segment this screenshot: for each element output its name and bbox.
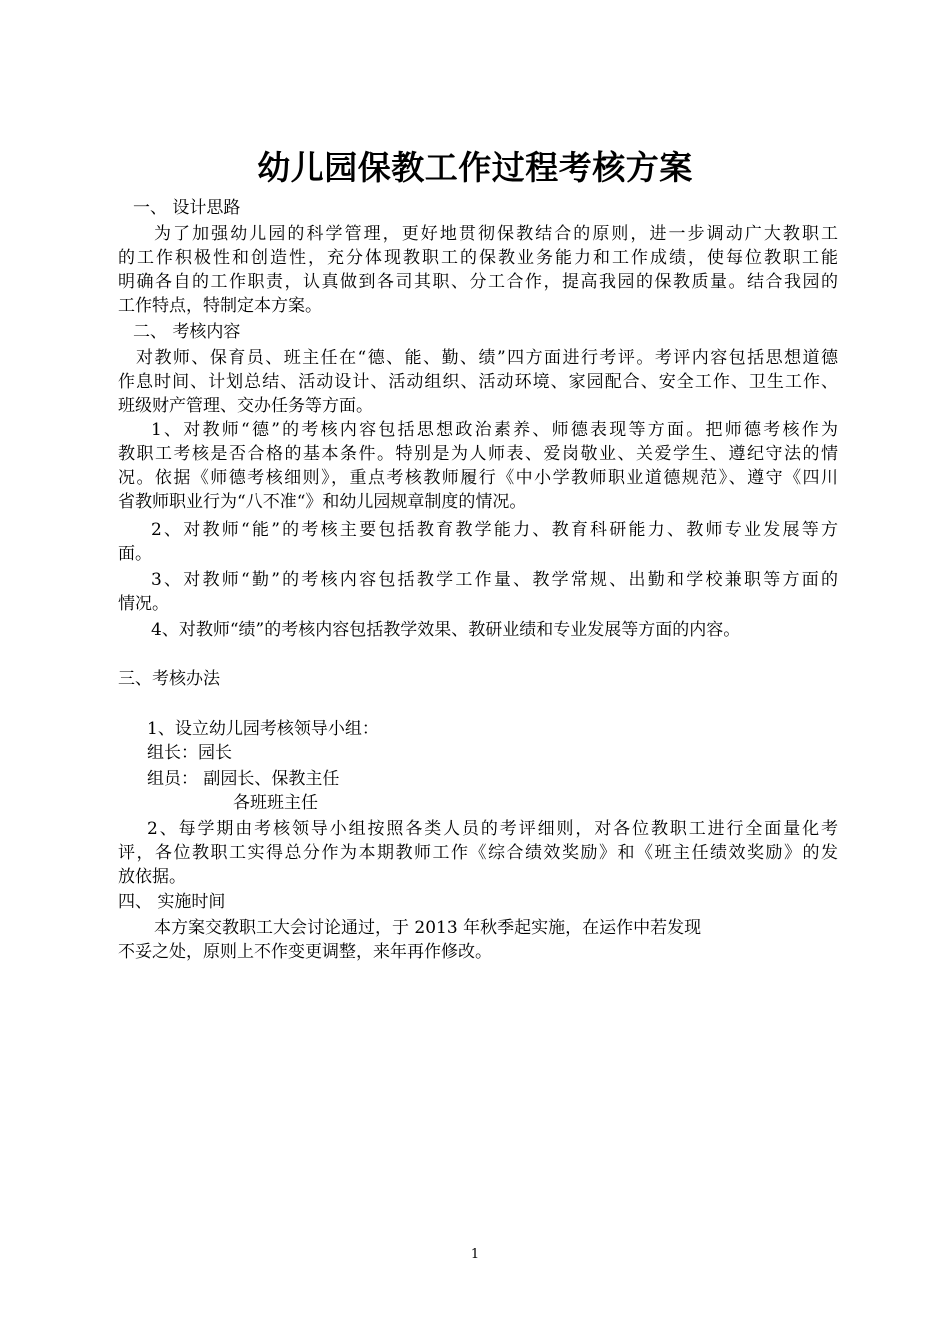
list-item-line: 2、每学期由考核领导小组按照各类人员的考评细则，对各位教职工进行全面量化考 [147, 819, 838, 839]
paragraph-line: 的工作积极性和创造性，充分体现教职工的保教业务能力和工作成绩，使每位教职工能 [118, 248, 838, 268]
list-item-line: 情况。 [118, 594, 169, 614]
list-item-line: 放依据。 [118, 867, 186, 887]
paragraph-line: 班级财产管理、交办任务等方面。 [118, 396, 373, 416]
list-item-line: 1、设立幼儿园考核领导小组： [147, 719, 379, 739]
paragraph-line: 不妥之处，原则上不作变更调整，来年再作修改。 [118, 942, 492, 962]
paragraph-line: 工作特点，特制定本方案。 [118, 296, 322, 316]
document-title: 幼儿园保教工作过程考核方案 [257, 148, 693, 187]
list-item-line: 教职工考核是否合格的基本条件。特别是为人师表、爱岗敬业、关爱学生、遵纪守法的情 [118, 444, 838, 464]
list-item-line: 2、对教师“能”的考核主要包括教育教学能力、教育科研能力、教师专业发展等方 [151, 520, 838, 540]
paragraph-line: 明确各自的工作职责，认真做到各司其职、分工合作，提高我园的保教质量。结合我园的 [118, 272, 838, 292]
list-item-line: 4、对教师“绩”的考核内容包括教学效果、教研业绩和专业发展等方面的内容。 [151, 620, 741, 640]
list-item-line: 面。 [118, 544, 152, 564]
list-item-line: 组员： 副园长、保教主任 [147, 769, 340, 789]
paragraph-line: 为了加强幼儿园的科学管理，更好地贯彻保教结合的原则，进一步调动广大教职工 [154, 224, 838, 244]
list-item-line: 况。依据《师德考核细则》，重点考核教师履行《中小学教师职业道德规范》、遵守《四川 [118, 468, 838, 488]
paragraph-line: 作息时间、计划总结、活动设计、活动组织、活动环境、家园配合、安全工作、卫生工作、 [118, 372, 838, 392]
list-item-line: 评，各位教职工实得总分作为本期教师工作《综合绩效奖励》和《班主任绩效奖励》的发 [118, 843, 838, 863]
page-number: 1 [470, 1247, 480, 1262]
section-heading: 三、考核办法 [118, 669, 220, 689]
list-item-line: 省教师职业行为“八不准“》和幼儿园规章制度的情况。 [118, 492, 527, 512]
list-item-line: 3、对教师“勤”的考核内容包括教学工作量、教学常规、出勤和学校兼职等方面的 [151, 570, 838, 590]
section-heading: 一、 设计思路 [133, 198, 241, 218]
list-item-line: 组长：园长 [147, 743, 232, 763]
list-item-line: 1、对教师“德”的考核内容包括思想政治素养、师德表现等方面。把师德考核作为 [151, 420, 838, 440]
section-heading: 二、 考核内容 [133, 322, 241, 342]
section-heading: 四、 实施时间 [118, 892, 226, 912]
paragraph-line: 对教师、保育员、班主任在“德、能、勤、绩”四方面进行考评。考评内容包括思想道德 [136, 348, 838, 368]
list-item-line: 各班班主任 [233, 793, 318, 813]
paragraph-line: 本方案交教职工大会讨论通过，于 2013 年秋季起实施，在运作中若发现 [154, 918, 702, 938]
